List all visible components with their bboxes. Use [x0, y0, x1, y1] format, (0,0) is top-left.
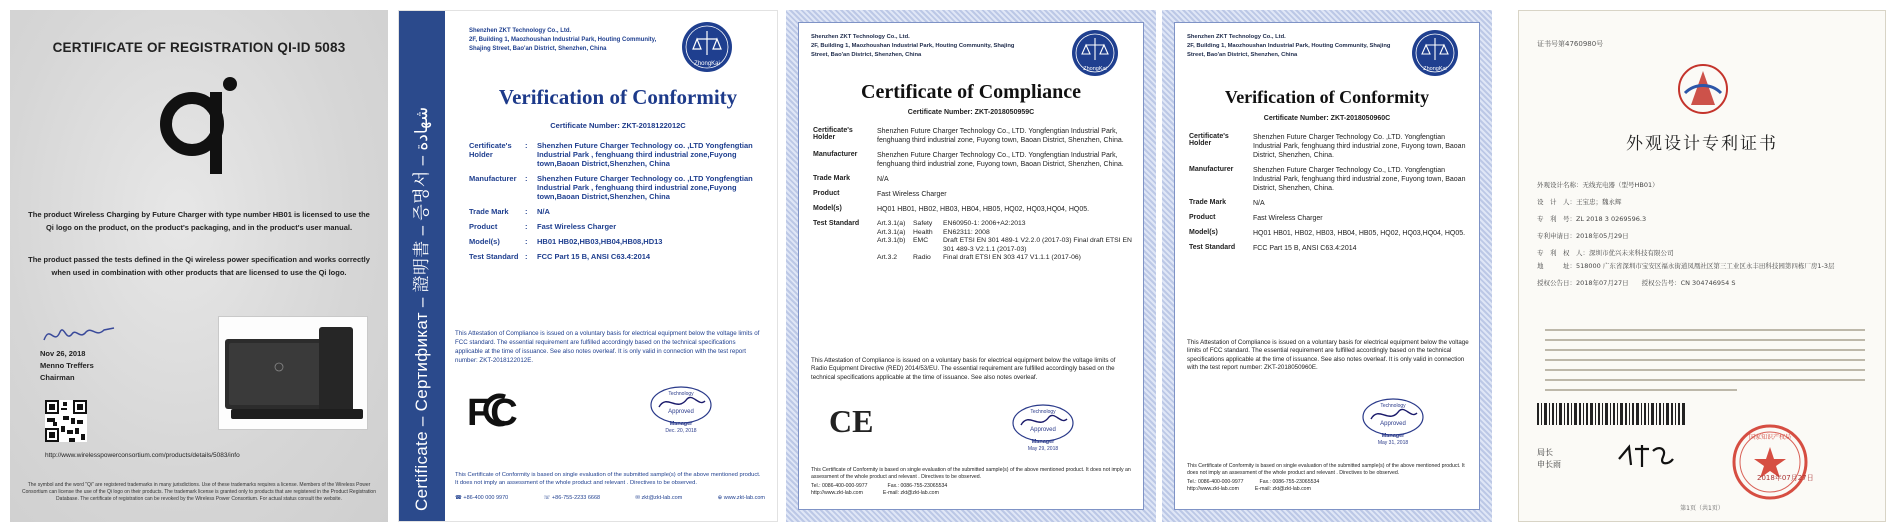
qi-title: CERTIFICATE OF REGISTRATION QI-ID 5083: [52, 40, 346, 55]
issuer-address-1: 2F, Building 1, Maozhoushan Industrial Park, Houting Community,: [469, 37, 657, 43]
field-holder: Certificate's Holder : Shenzhen Future Charger Technology co. ,LTD Yongfengtian Industrial Park , fenghuang third industrial zone,Fuyong town,Baoan District,Shenzhen, China: [469, 141, 763, 168]
voc1-fields: [469, 141, 763, 267]
voc1-contact-bar: [455, 495, 765, 501]
qi-url[interactable]: http://www.wirelesspowerconsortium.com/products/details/5083/info: [45, 452, 240, 459]
coc-attestation-note: This Attestation of Compliance is issued on a voluntary basis for electrical equipment below the voltage limits of Radio Equipment Directive (RED) 2014/53/EU. The essential requirement are fulfilled accordingly based on the technical specifications applicable at the time of issuance. See also notes overleaf.: [811, 357, 1116, 381]
field-product: Product Fast Wireless Charger: [1189, 214, 1323, 222]
label-models: Model(s): [469, 237, 500, 246]
svg-text:Technology: Technology: [1030, 409, 1056, 415]
field-models: Model(s) HQ01 HB01, HB02, HB03, HB04, HB05, HQ02, HQ03,HQ04, HQ05.: [1189, 229, 1466, 237]
patent-certificate-number: 证书号第4760980号: [1537, 40, 1604, 48]
value-holder: Shenzhen Future Charger Technology co. ,LTD Yongfengtian Industrial Park , fenghuang third industrial zone,Fuyong town,Baoan District,Shenzhen, China: [537, 141, 753, 168]
qi-certificate: [10, 10, 388, 522]
svg-text:ZhongKai: ZhongKai: [1083, 66, 1107, 72]
barcode-icon: [1537, 403, 1687, 425]
standard-row: Art.3.1(b) EMC Draft ETSI EN 301 489-1 V2.2.0 (2017-03) Final draft ETSI EN 301 489-3 V2.1.1 (2017-03): [877, 237, 1132, 253]
voc2-fields: [1189, 133, 1469, 259]
zhongkai-seal-icon: [1411, 29, 1459, 77]
field-trademark: Trade Mark N/A: [813, 175, 889, 183]
patent-row: 设 计 人：王宝忠；魏永辉: [1537, 198, 1622, 206]
fcc-logo-icon: [465, 389, 521, 431]
field-manufacturer: Manufacturer Shenzhen Future Charger Technology Co., LTD. Yongfengtian Industrial Park, fenghuang third industrial zone, Fuyong town, Baoan District, Shenzhen, China.: [1189, 166, 1469, 193]
patent-body-text: [1545, 329, 1865, 399]
field-standard: Test Standard : FCC Part 15 B, ANSI C63.4:2014: [469, 252, 651, 261]
voc2-footer: This Certificate of Conformity is based on single evaluation of the submitted sample(s) of the above mentioned product. It does not imply an assessment of the whole product and relevant . Directives to be observed. Tel.: 0086-400-000-9977 Fax.: 0086-755-23065534 http://www.zkt-lab.com E-mail: zkt@zkt-lab.com: [1187, 463, 1465, 492]
issuer-name: Shenzhen ZKT Technology Co., Ltd.: [469, 28, 572, 34]
email-icon[interactable]: ✉ zkt@zkt-lab.com: [635, 495, 683, 501]
voc-fcc-certificate: [398, 10, 778, 522]
svg-text:国家知识产权局: 国家知识产权局: [1748, 434, 1792, 441]
field-holder: Certificate's Holder Shenzhen Future Charger Technology Co. ,LTD. Yongfengtian Industrial Park, fenghuang third industrial zone, Fuyong town, Baoan District, Shenzhen, China.: [1189, 133, 1469, 160]
value-trademark: N/A: [537, 207, 550, 216]
patent-fields: [1537, 177, 1871, 292]
field-trademark: Trade Mark : N/A: [469, 207, 550, 216]
field-holder: Certificate's Holder Shenzhen Future Charger Technology Co., LTD. Yongfengtian Industrial Park, fenghuang third industrial zone, Fuyong town, Baoan District, Shenzhen, China.: [813, 127, 1133, 145]
coc-footer: This Certificate of Conformity is based on single evaluation of the submitted sample(s) of the above mentioned product. It does not imply an assessment of the whole product and relevant . Directives to be observed. Tel.: 0086-400-000-9977 Fax.: 0086-755-23065534 http://www.zkt-lab.com E-mail: zkt@zkt-lab.com: [811, 467, 1131, 496]
svg-text:Technology: Technology: [1380, 403, 1406, 409]
qi-logo-icon: [158, 72, 248, 192]
seal-text: ZhongKai: [694, 61, 720, 67]
field-models: Model(s) HQ01 HB01, HB02, HB03, HB04, HB05, HQ02, HQ03,HQ04, HQ05.: [813, 205, 1090, 213]
svg-text:ZhongKai: ZhongKai: [1423, 66, 1447, 72]
fax-icon: ☏ +86-755-2233 6668: [543, 495, 601, 501]
voc1-attestation-note: This Attestation of Compliance is issued on a voluntary basis for electrical equipment below the voltage limits of FCC standard. The essential requirement are fulfilled accordingly based on the technical specifications applicable at the time of issuance. See also notes overleaf. It is only valid in connection with the test report number: ZKT-2018122012E.: [455, 330, 760, 364]
patent-row: 地 址：518000 广东省深圳市宝安区福永街道凤凰社区第三工业区永丰田科技园第四栋厂房1-3层: [1537, 262, 1835, 270]
svg-text:May 31, 2018: May 31, 2018: [1377, 440, 1409, 445]
standard-row: Art.3.1(a) Safety EN60950-1: 2006+A2:2013: [877, 220, 1026, 227]
page-indicator: 第1页（共1页）: [1680, 505, 1724, 512]
label-standard: Test Standard: [469, 252, 519, 261]
web-icon[interactable]: ⊕ www.zkt-lab.com: [717, 495, 765, 501]
zhongkai-seal-icon: [681, 21, 733, 73]
value-product: Fast Wireless Charger: [537, 222, 617, 231]
signature-icon: [40, 320, 120, 348]
approval-stamp-icon: [647, 383, 715, 433]
field-trademark: Trade Mark N/A: [1189, 199, 1265, 207]
value-manufacturer: Shenzhen Future Charger Technology Co., LTD. Yongfengtian Industrial Park, fenghuang third industrial zone, Fuyong town, Baoan District, Shenzhen, China.: [877, 152, 1124, 168]
coc-ce-certificate: [786, 10, 1156, 522]
qi-date: Nov 26, 2018: [40, 349, 86, 358]
patent-title: 外观设计专利证书: [1626, 134, 1778, 154]
phone-icon: ☎ +86-400 000 9970: [455, 495, 509, 501]
label-manufacturer: Manufacturer: [469, 174, 517, 183]
svg-text:Manager: Manager: [669, 421, 693, 427]
fcc-logo-text: FC: [467, 392, 518, 431]
coc-title: Certificate of Compliance: [861, 81, 1081, 103]
svg-text:Approved: Approved: [1030, 427, 1056, 433]
issuer-header: Shenzhen ZKT Technology Co., Ltd. 2F, Building 1, Maozhoushan Industrial Park, Houting Community, Shajing Street, Bao'an District, Shenzhen, China: [1187, 34, 1391, 58]
svg-text:Approved: Approved: [1380, 421, 1406, 427]
patent-row: 授权公告日：2018年07月27日 授权公告号：CN 304746954 S: [1537, 279, 1736, 287]
coc-cert-number: Certificate Number: ZKT-2018050959C: [907, 109, 1035, 116]
coc-inner: [798, 22, 1144, 510]
label-holder: Certificate's Holder: [469, 141, 512, 159]
value-standard: FCC Part 15 B, ANSI C63.4:2014: [537, 252, 651, 261]
patent-office-seal-icon: [1731, 423, 1809, 501]
issuer-header: [469, 27, 656, 54]
voc2-cert-number: Certificate Number: ZKT-2018050960C: [1263, 115, 1391, 122]
voc-second-certificate: [1162, 10, 1492, 522]
qi-footer: The symbol and the word "Qi" are registered trademarks in many jurisdictions. Use of these trademarks requires a license. Members of the Wireless Power Consortium can license the use of the Qi logo on their products. The trademark license is granted only to products that are registered in the Product Registration Database. The certificate of registration can be revoked by the Wireless Power Consortium. For actual status consult the website.: [22, 482, 376, 502]
qi-tested-text: The product passed the tests defined in the Qi wireless power specification and works correctly when used in combination with other products that are licensed to use the Qi logo.: [28, 255, 370, 277]
value-holder: Shenzhen Future Charger Technology Co. ,LTD. Yongfengtian Industrial Park, fenghuang third industrial zone, Fuyong town, Baoan District, Shenzhen, China.: [1253, 134, 1466, 159]
qi-signer-name: Menno Treffers: [40, 361, 94, 370]
voc1-footer-note: This Certificate of Conformity is based on single evaluation of the submitted sample(s) of the above mentioned product. It does not imply an assessment of the whole product and relevant . Directives to be observed.: [455, 472, 761, 486]
standard-row: Art.3.2 Radio Final draft ETSI EN 303 417 V1.1.1 (2017-06): [877, 254, 1081, 261]
approval-stamp-icon: [1359, 395, 1427, 445]
qi-signer-block: [40, 348, 94, 384]
svg-text:May 29, 2018: May 29, 2018: [1027, 446, 1059, 451]
field-product: Product : Fast Wireless Charger: [469, 222, 617, 231]
standard-row: Art.3.1(a) Health EN62311: 2008: [877, 228, 990, 236]
value-holder: Shenzhen Future Charger Technology Co., LTD. Yongfengtian Industrial Park, fenghuang third industrial zone, Fuyong town, Baoan District, Shenzhen, China.: [877, 128, 1124, 144]
label-trademark: Trade Mark: [469, 207, 509, 216]
cnipa-emblem-icon: [1675, 61, 1731, 119]
field-models: Model(s) : HB01 HB02,HB03,HB04,HB08,HD13: [469, 237, 663, 246]
standards-table: [877, 220, 1133, 263]
patent-row: 专 利 权 人：深圳市优兴未来科技有限公司: [1537, 249, 1674, 257]
field-manufacturer: Manufacturer Shenzhen Future Charger Technology Co., LTD. Yongfengtian Industrial Park, fenghuang third industrial zone, Fuyong town, Baoan District, Shenzhen, China.: [813, 151, 1133, 169]
side-banner-text: Certificate – Сертификат – 證明書 – 증명서 – شهادة: [412, 106, 431, 511]
voc2-inner: [1174, 22, 1480, 510]
voc1-title: Verification of Conformity: [498, 85, 738, 109]
qr-code-icon: [45, 400, 87, 442]
voc2-title: Verification of Conformity: [1224, 87, 1430, 107]
field-product: Product Fast Wireless Charger: [813, 190, 947, 198]
svg-text:Dec. 20, 2018: Dec. 20, 2018: [665, 428, 697, 433]
issuer-address-2: Shajing Street, Bao'an District, Shenzhen, China: [469, 46, 607, 52]
field-standard: Test Standard FCC Part 15 B, ANSI C63.4:2014: [1189, 244, 1357, 252]
voc1-cert-number: Certificate Number: ZKT-2018122012C: [550, 121, 686, 130]
patent-row: 外观设计名称：无线充电器（型号HB01）: [1537, 181, 1659, 189]
svg-text:Technology: Technology: [668, 391, 694, 397]
charger-product-image: [218, 316, 368, 430]
side-banner: [399, 11, 445, 521]
value-manufacturer: Shenzhen Future Charger Technology co. ,LTD Yongfengtian Industrial Park , fenghuang third industrial zone,Fuyong town,Baoan District,Shenzhen, China: [537, 174, 753, 201]
zhongkai-seal-icon: [1071, 29, 1119, 77]
design-patent-certificate: [1518, 10, 1886, 522]
signature-icon: [1615, 441, 1675, 471]
qi-signer-role: Chairman: [40, 373, 75, 382]
field-standard: Test Standard Art.3.1(a) Safety EN60950-1: 2006+A2:2013 Art.3.1(a) Health EN62311: 2008 Art.3.1(b) EMC Draft ETSI EN 301 489-1 V2.2.0 (2017-03) Final draft ETSI EN 301 489-3 V2.1.1 (2017-03) Art.3.2 Radio Final draft ETSI EN 303 417 V1.1.1 (2017-06): [813, 220, 1132, 261]
ce-mark-icon: CE: [829, 403, 874, 439]
label-product: Product: [469, 222, 498, 231]
patent-signer-block: 局长 申长雨: [1537, 448, 1561, 469]
patent-row: 专 利 号：ZL 2018 3 0269596.3: [1537, 215, 1647, 223]
field-manufacturer: Manufacturer : Shenzhen Future Charger Technology co. ,LTD Yongfengtian Industrial Park , fenghuang third industrial zone,Fuyong town,Baoan District,Shenzhen, China: [469, 174, 763, 201]
patent-row: 专利申请日：2018年05月29日: [1537, 232, 1629, 240]
qi-license-text: The product Wireless Charging by Future Charger with type number HB01 is licensed to use the Qi logo on the product, on the product's packaging, and in the product's user manual.: [28, 210, 370, 232]
coc-fields: [813, 127, 1133, 269]
voc2-attestation-note: This Attestation of Compliance is issued on a voluntary basis for electrical equipment below the voltage limits of FCC standard. The essential requirement are fulfilled accordingly based on the technical specifications applicable at the time of issuance. See also notes overleaf. It is only valid in connection with the test report number: ZKT-2018050960E.: [1187, 339, 1469, 372]
patent-date: 2018年07月27日: [1757, 474, 1814, 482]
value-manufacturer: Shenzhen Future Charger Technology Co., LTD. Yongfengtian Industrial Park, fenghuang third industrial zone, Fuyong town, Baoan District, Shenzhen, China.: [1253, 167, 1466, 192]
svg-text:Approved: Approved: [668, 409, 694, 415]
svg-text:Manager: Manager: [1381, 433, 1405, 439]
svg-text:Manager: Manager: [1031, 439, 1055, 445]
approval-stamp-icon: [1009, 401, 1077, 451]
value-models: HB01 HB02,HB03,HB04,HB08,HD13: [537, 237, 663, 246]
issuer-header: Shenzhen ZKT Technology Co., Ltd. 2F, Building 1, Maozhoushan Industrial Park, Houting Community, Shajing Street, Bao'an District, Shenzhen, China: [811, 34, 1015, 58]
